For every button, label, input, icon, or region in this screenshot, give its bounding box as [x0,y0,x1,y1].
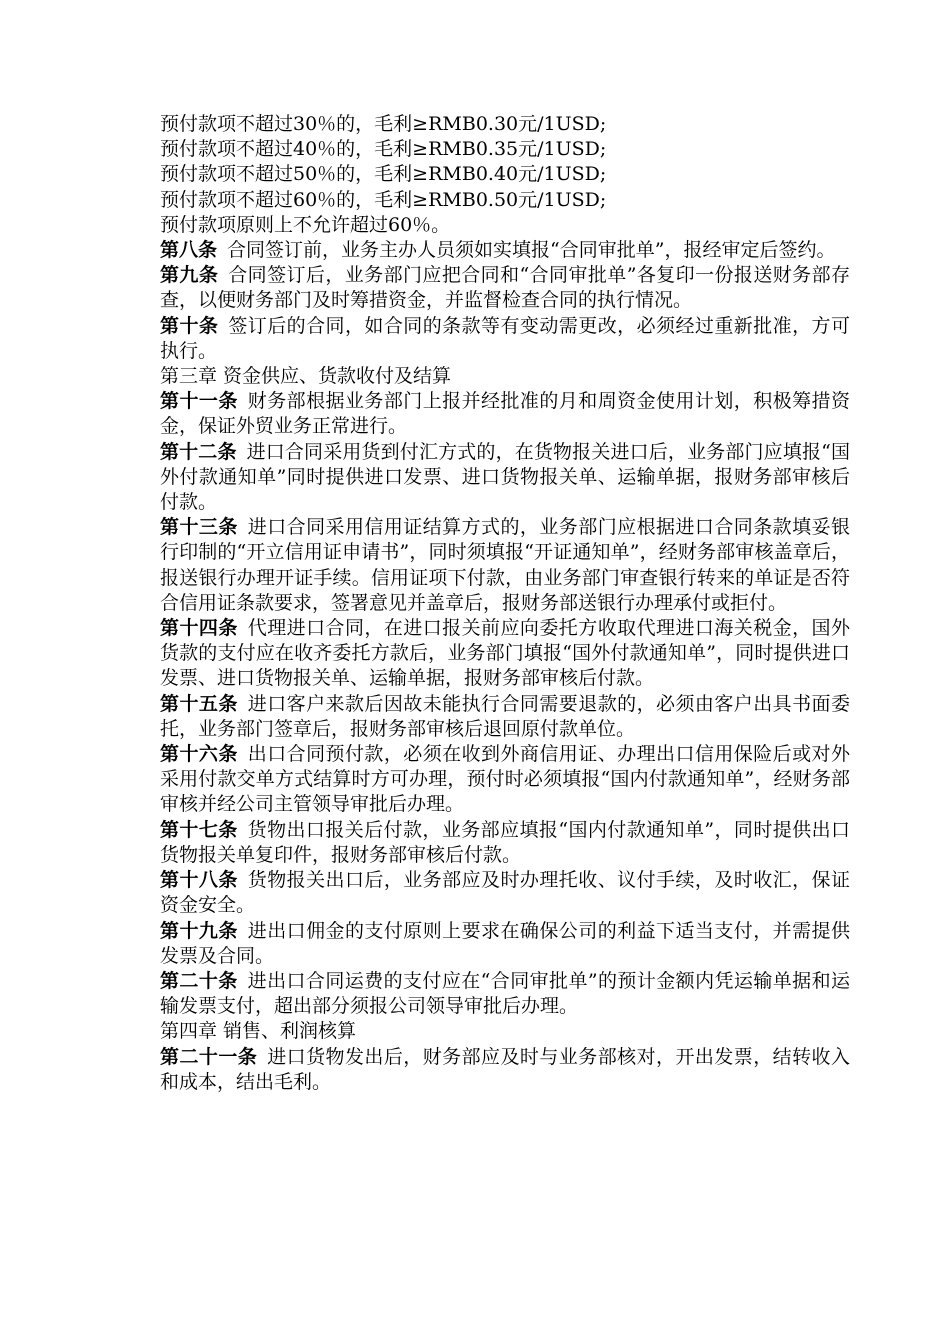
article-number: 第十四条 [160,617,238,640]
chapter-4-heading: 第四章 销售、利润核算 [160,1020,357,1043]
article-10 [160,314,850,364]
article-number: 第十六条 [160,743,238,766]
article-9 [160,263,850,313]
article-number: 第八条 [160,239,218,262]
article-number: 第十二条 [160,440,237,463]
article-number: 第十七条 [160,818,238,841]
article-text: 进口合同采用货到付汇方式的，在货物报关进口后，业务部门应填报“国外付款通知单”同时提供进口发票、进口货物报关单、运输单据，报财务部审核后付款。 [160,440,850,514]
article-text: 合同签订后，业务部门应把合同和“合同审批单”各复印一份报送财务部存查，以便财务部门及时筹措资金，并监督检查合同的执行情况。 [160,264,850,312]
article-number: 第十三条 [160,516,238,539]
article-text: 代理进口合同，在进口报关前应向委托方收取代理进口海关税金，国外货款的支付应在收齐委托方款后，业务部门填报“国外付款通知单”，同时提供进口发票、进口货物报关单、运输单据，报财务部审核后付款。 [160,617,850,690]
article-number: 第十条 [160,314,219,337]
article-number: 第二十一条 [160,1045,258,1068]
article-19 [160,919,850,969]
prepay-line-60: 预付款项不超过60％的，毛利≥RMB0.50元/1USD; [160,188,607,211]
article-text: 进出口佣金的支付原则上要求在确保公司的利益下适当支付，并需提供发票及合同。 [160,919,850,967]
article-text: 财务部根据业务部门上报并经批准的月和周资金使用计划，积极筹措资金，保证外贸业务正常进行。 [160,390,850,438]
prepay-line-30: 预付款项不超过30％的，毛利≥RMB0.30元/1USD; [160,113,607,135]
article-21 [160,1045,850,1095]
article-12 [160,440,850,516]
prepay-line-40: 预付款项不超过40％的，毛利≥RMB0.35元/1USD; [160,138,607,161]
article-20 [160,969,850,1019]
article-text: 出口合同预付款，必须在收到外商信用证、办理出口信用保险后或对外采用付款交单方式结算时方可办理，预付时必须填报“国内付款通知单”，经财务部审核并经公司主管领导审批后办理。 [160,743,850,816]
article-text: 签订后的合同，如合同的条款等有变动需更改，必须经过重新批准，方可执行。 [160,314,850,362]
article-number: 第十一条 [160,390,238,413]
article-text: 进出口合同运费的支付应在“合同审批单”的预计金额内凭运输单据和运输发票支付，超出部分须报公司领导审批后办理。 [160,969,850,1018]
article-number: 第九条 [160,264,219,287]
article-text: 进口合同采用信用证结算方式的，业务部门应根据进口合同条款填妥银行印制的“开立信用证申请书”，同时须填报“开证通知单”，经财务部审核盖章后，报送银行办理开证手续。信用证项下付款，由业务部门审查银行转来的单证是否符合信用证条款要求，签署意见并盖章后，报财务部送银行办理承付或拒付。 [160,516,850,614]
article-16 [160,742,850,818]
article-number: 第十八条 [160,869,238,892]
article-18 [160,868,850,918]
article-11 [160,389,850,439]
article-number: 第十五条 [160,692,238,715]
article-text: 货物报关出口后，业务部应及时办理托收、议付手续，及时收汇，保证资金安全。 [160,869,850,917]
article-number: 第十九条 [160,919,238,942]
article-15 [160,692,850,742]
article-14 [160,616,850,692]
article-text: 货物出口报关后付款，业务部应填报“国内付款通知单”，同时提供出口货物报关单复印件，报财务部审核后付款。 [160,818,850,866]
article-text: 进口货物发出后，财务部应及时与业务部核对，开出发票，结转收入和成本，结出毛利。 [160,1045,850,1093]
document-page [160,112,850,1095]
article-text: 合同签订前，业务主办人员须如实填报“合同审批单”，报经审定后签约。 [227,239,836,262]
article-13 [160,515,850,616]
article-number: 第二十条 [160,969,238,992]
article-17 [160,818,850,868]
chapter-3-heading: 第三章 资金供应、货款收付及结算 [160,365,452,388]
prepay-line-limit: 预付款项原则上不允许超过60％。 [160,213,451,236]
prepay-line-50: 预付款项不超过50％的，毛利≥RMB0.40元/1USD; [160,163,607,186]
article-text: 进口客户来款后因故未能执行合同需要退款的，必须由客户出具书面委托，业务部门签章后，报财务部审核后退回原付款单位。 [160,692,850,740]
article-8 [160,238,850,263]
